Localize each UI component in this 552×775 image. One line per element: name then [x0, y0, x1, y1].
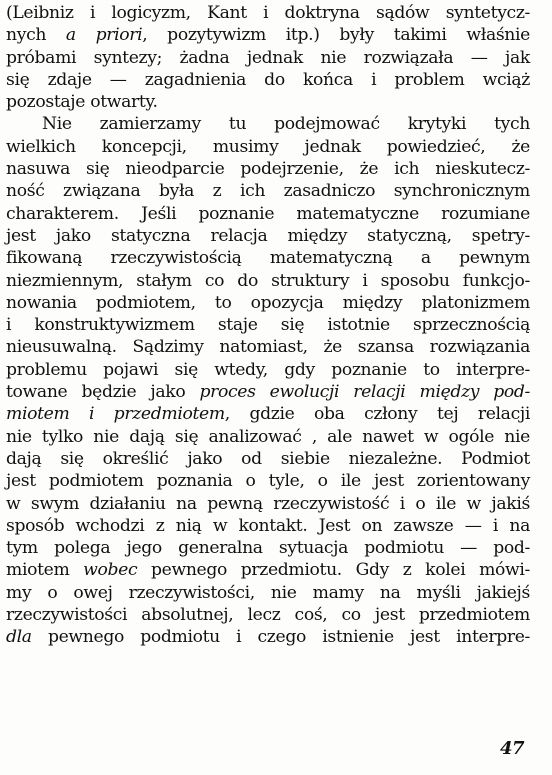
- text-segment: nowania podmiotem, to opozycja między platonizmem: [6, 292, 530, 313]
- text-line: [6, 537, 530, 559]
- text-segment: się zdaje — zagadnienia do końca i problem wciąż: [6, 69, 530, 90]
- text-segment: , pozytywizm itp.) były takimi właśnie: [142, 25, 530, 46]
- text-line: [6, 158, 530, 180]
- text-segment: pewnego podmiotu i czego istnienie jest interpre-: [31, 627, 530, 648]
- text-line: [6, 225, 530, 247]
- text-line: [6, 136, 530, 158]
- text-segment: wielkich koncepcji, musimy jednak powiedzieć, że: [6, 136, 530, 157]
- text-segment: pozostaje otwarty.: [6, 92, 158, 113]
- text-segment: , gdzie oba człony tej relacji: [224, 404, 530, 425]
- italic-text-segment: wobec: [83, 560, 138, 581]
- text-segment: próbami syntezy; żadna jednak nie rozwiązała — jak: [6, 47, 530, 68]
- text-line: [6, 47, 530, 69]
- page-number: 47: [500, 738, 525, 759]
- text-line: [6, 314, 530, 336]
- text-segment: my o owej rzeczywistości, nie mamy na myśli jakiejś: [6, 582, 530, 603]
- text-line: [6, 626, 530, 648]
- text-segment: nieusuwalną. Sądzimy natomiast, że szansa rozwiązania: [6, 337, 530, 358]
- text-segment: i konstruktywizmem staje się istotnie sprzecznością: [6, 315, 530, 336]
- text-segment: fikowaną rzeczywistością matematyczną a pewnym: [6, 248, 530, 269]
- text-segment: nasuwa się nieodparcie podejrzenie, że ich nieskutecz-: [6, 159, 530, 180]
- text-line: [6, 470, 530, 492]
- text-segment: nie tylko nie dają się analizować , ale nawet w ogóle nie: [6, 426, 530, 447]
- text-segment: tym polega jego generalna sytuacja podmiotu — pod-: [6, 538, 530, 559]
- text-line: [6, 69, 530, 91]
- text-line: [6, 604, 530, 626]
- text-line: [6, 448, 530, 470]
- text-line: [6, 336, 530, 358]
- text-line: [6, 2, 530, 24]
- text-segment: rzeczywistości absolutnej, lecz coś, co jest przedmiotem: [6, 605, 530, 626]
- text-segment: towane będzie jako: [6, 382, 200, 403]
- text-segment: (Leibniz i logicyzm, Kant i doktryna sądów syntetycz-: [6, 3, 530, 23]
- text-line: [6, 24, 530, 46]
- text-segment: charakterem. Jeśli poznanie matematyczne rozumiane: [6, 203, 530, 224]
- text-line: [6, 515, 530, 537]
- text-segment: w swym działaniu na pewną rzeczywistość i o ile w jakiś: [6, 493, 530, 514]
- text-segment: jest jako statyczna relacja między statyczną, spetry-: [6, 225, 530, 246]
- text-line: [6, 91, 530, 113]
- text-segment: niezmiennym, stałym co do struktury i sposobu funkcjo-: [6, 270, 530, 291]
- text-line: [6, 381, 530, 403]
- text-segment: problemu pojawi się wtedy, gdy poznanie to interpre-: [6, 359, 530, 380]
- text-segment: miotem: [6, 560, 84, 581]
- text-line: [6, 403, 530, 425]
- text-line: [6, 247, 530, 269]
- text-line: [6, 203, 530, 225]
- text-segment: ność związana była z ich zasadniczo synchronicznym: [6, 181, 530, 202]
- italic-text-segment: a priori: [65, 25, 143, 46]
- text-segment: pewnego przedmiotu. Gdy z kolei mówi-: [137, 560, 530, 581]
- text-line: [6, 493, 530, 515]
- text-segment: nych: [6, 25, 66, 46]
- text-line: [6, 270, 530, 292]
- text-line: [6, 559, 530, 581]
- text-line: [6, 359, 530, 381]
- italic-text-segment: dla: [6, 627, 32, 648]
- text-line: [6, 180, 530, 202]
- text-segment: jest podmiotem poznania o tyle, o ile jest zorientowany: [6, 471, 530, 492]
- body-text: [6, 2, 530, 649]
- text-segment: sposób wchodzi z nią w kontakt. Jest on zawsze — i na: [6, 515, 530, 536]
- text-line: [6, 426, 530, 448]
- text-line: [6, 292, 530, 314]
- italic-text-segment: miotem i przedmiotem: [6, 404, 225, 425]
- italic-text-segment: proces ewolucji relacji między pod-: [199, 382, 531, 403]
- text-line: [6, 113, 530, 135]
- text-line: [6, 582, 530, 604]
- text-segment: Nie zamierzamy tu podejmować krytyki tych: [42, 114, 530, 135]
- text-segment: dają się określić jako od siebie niezależne. Podmiot: [6, 448, 530, 469]
